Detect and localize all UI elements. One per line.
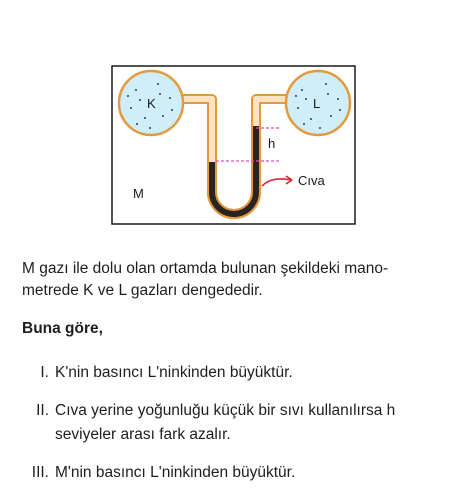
statement-text: M'nin basıncı L'ninkinden büyüktür.: [55, 464, 296, 481]
label-h: h: [268, 136, 276, 151]
label-l: L: [313, 96, 321, 111]
intro-paragraph: [22, 258, 388, 302]
intro-line-2: metrede K ve L gazları dengededir.: [22, 282, 263, 299]
statement-number: III.: [31, 464, 49, 481]
statement-3: [22, 462, 295, 484]
statement-1: [22, 362, 293, 384]
question-prompt: Buna göre,: [22, 320, 103, 337]
statement-number: I.: [40, 364, 49, 381]
statement-text: K'nin basıncı L'ninkinden büyüktür.: [55, 364, 293, 381]
statement-2: [22, 400, 395, 422]
statement-text: Cıva yerine yoğunluğu küçük bir sıvı kullanılırsa h: [55, 402, 396, 419]
intro-line-1: M gazı ile dolu olan ortamda bulunan şekildeki mano-: [22, 260, 389, 277]
label-k: K: [147, 96, 156, 111]
statement-number: II.: [36, 402, 49, 419]
label-civa: Cıva: [298, 173, 325, 188]
statement-2-continued: seviyeler arası fark azalır.: [55, 426, 231, 443]
label-m: M: [133, 186, 144, 201]
